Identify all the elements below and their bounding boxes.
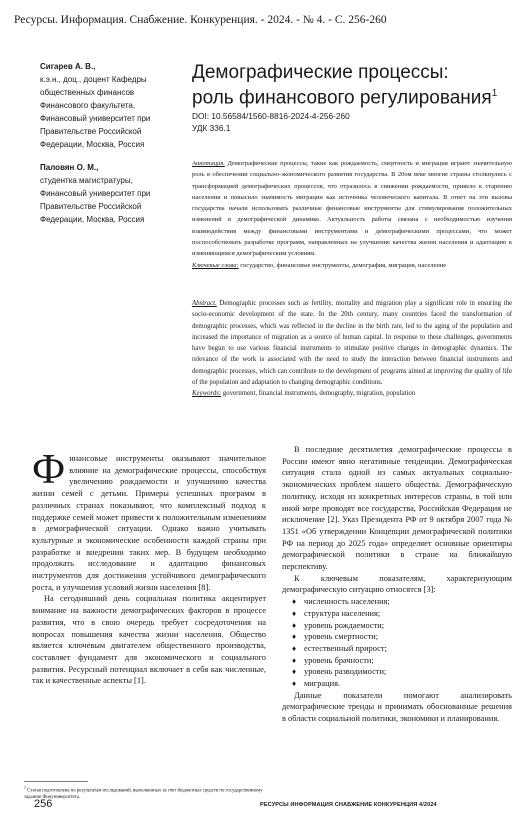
diamond-bullet-icon: ♦ [292, 632, 297, 642]
keywords-ru-text: государство, финансовые инструменты, демография, миграция, население [238, 261, 447, 269]
list-item-text: уровень рождаемости; [304, 620, 385, 630]
author-affiliation-line: Федерации, Москва, Россия [40, 215, 145, 224]
diamond-bullet-icon: ♦ [292, 667, 297, 677]
footnote-divider [24, 781, 88, 782]
list-item [292, 678, 512, 690]
author-affiliation-line: к.э.н., доц., доцент Кафедры [40, 75, 147, 84]
keywords-en-label: Keywords: [192, 390, 222, 398]
footnote-mark: 1 [24, 785, 26, 790]
title-line-2 [192, 83, 512, 108]
author-affiliation-line: Финансовый университет при [40, 114, 151, 123]
diamond-bullet-icon: ♦ [292, 643, 297, 653]
udc: УДК 336.1 [192, 123, 231, 133]
doi: DOI: 10.56584/1560-8816-2024-4-256-260 [192, 111, 350, 121]
author-1 [40, 60, 180, 151]
list-item [292, 643, 512, 655]
author-affiliation-line: Правительстве Российской [40, 202, 142, 211]
author-name: Паловян О. М., [40, 163, 99, 172]
abstract-english [192, 298, 512, 400]
keywords-en [192, 388, 512, 399]
keywords-ru-label: Ключевые слова: [192, 261, 239, 269]
author-affiliation-line: Финансового факультета, [40, 101, 136, 110]
title-line-1: Демографические процессы: [192, 62, 449, 83]
journal-footer: РЕСУРСЫ ИНФОРМАЦИЯ СНАБЖЕНИЕ КОНКУРЕНЦИЯ 4/2024 [260, 802, 437, 808]
list-item [292, 631, 512, 643]
list-item-text: численность населения; [304, 597, 390, 607]
body-paragraph: К ключевым показателям, характеризующим демографическую ситуацию относятся [3]: [282, 573, 512, 595]
drop-cap: Ф [32, 447, 66, 493]
diamond-bullet-icon: ♦ [292, 608, 297, 618]
body-paragraph: Данные показатели помогают анализировать демографические тренды и принимать обоснованные решения в области социальной политики, экономики и планирования. [282, 690, 512, 724]
diamond-bullet-icon: ♦ [292, 655, 297, 665]
abstract-en-paragraph [192, 298, 512, 388]
list-item-text: миграция. [304, 679, 341, 689]
list-item [292, 655, 512, 667]
diamond-bullet-icon: ♦ [292, 679, 297, 689]
list-item [292, 608, 512, 620]
author-name: Сигарев А. В., [40, 62, 96, 71]
keywords-ru [192, 260, 512, 271]
list-item-text: уровень разводимости; [304, 667, 387, 677]
abstract-en-label: Abstract. [192, 300, 217, 307]
abstract-en-text: Demographic processes such as fertility, mortality and migration play a significant role in ensuring the socio-economic development of the state. In the 20th century, many countries faced the transformation of demographic processes, which was reflected in the decline in the birth rate, led to the aging of the population and increased the importance of migration as a source of human capital. In response to these challenges, governments have begun to use various financial instruments to stimulate positive changes in demographic dynamics. The relevance of the work is associated with the need to study the interaction between financial instruments and demographic processes, which can contribute to the development of programs aimed at improving the quality of life of the population and adaptation to changing demographic conditions. [192, 300, 512, 387]
list-item-text: уровень брачности; [304, 655, 374, 665]
list-item [292, 620, 512, 632]
diamond-bullet-icon: ♦ [292, 597, 297, 607]
indicator-list [282, 596, 512, 690]
keywords-en-text: government, financial instruments, demography, migration, population [221, 390, 416, 398]
list-item [292, 596, 512, 608]
abstract-ru-paragraph [192, 158, 512, 260]
list-item-text: уровень смертности; [304, 632, 379, 642]
article-title [192, 62, 512, 108]
author-affiliation-line: Правительстве Российской [40, 127, 142, 136]
page-number: 256 [34, 798, 53, 810]
author-2 [40, 161, 180, 226]
footnote [24, 785, 264, 802]
author-affiliation-line: Финансовый университет при [40, 189, 151, 198]
abstract-ru-label: Аннотация. [192, 160, 225, 167]
body-paragraph [32, 447, 266, 593]
abstract-russian [192, 158, 512, 271]
doi-block [192, 110, 350, 134]
abstract-ru-text: Демографические процессы, такие как рождаемость, смертность и миграция играют значительную роль в обеспечении социально-экономического развития государства. В 20ом веке многие страны столкнулись с трансформацией демографических процессов, что отразилось в снижении рождаемости, привело к старению населения и повысило значимость миграции как источника человеческого капитала. В ответ на эти вызовы государства начали использовать различные финансовые инструменты для стимулирования положительных изменений в демографической динамике. Актуальность работы связана с необходимостью изучения взаимодействия между финансовыми инструментами и демографическими процессами, что может поспособствовать разработке программ, направленных на улучшение качества жизни населения и адаптацию к изменяющимся демографическим условиям. [192, 160, 512, 258]
list-item-text: структура населения; [304, 608, 381, 618]
list-item-text: естественный прирост; [304, 643, 387, 653]
running-head: Ресурсы. Информация. Снабжение. Конкуренция. - 2024. - № 4. - С. 256-260 [14, 14, 387, 26]
diamond-bullet-icon: ♦ [292, 620, 297, 630]
body-paragraph-text: инансовые инструменты оказывают значительное влияние на демографические процессы, способствуя увеличению рождаемости и улучшению качества жизни семей с детьми. Примеры успешных программ в различных странах показывают, что комплексный подход к поддержке семей может привести к положительным изменениям в демографической ситуации. Однако важно учитывать культурные и экономические особенности каждой страны при разработке и внедрении таких мер. В будущем необходимо продолжать исследование и адаптацию финансовых инструментов для достижения устойчивого демографического роста, и улучшения условий жизни населения [8]. [32, 454, 266, 592]
author-affiliation-line: студентка магистратуры, [40, 176, 133, 185]
body-paragraph: В последние десятилетия демографические процессы в России имеют явно негативные тенденции. Демографическая ситуация стала одной из самых актуальных социально-экономических проблем нашего общества. Демографическую политику, исходя из конкретных интересов страны, в той или иной мере проводят все государства, Российская Федерация не исключение [2]. Указ Президента РФ от 9 октября 2007 года № 1351 «Об утверждении Концепции демографической политики РФ на период до 2025 года» определяет основные ориентиры демографической политики в стране на ближайшую перспективу. [282, 445, 512, 572]
body-column-left [32, 447, 266, 687]
list-item [292, 666, 512, 678]
body-column-right [282, 444, 512, 725]
body-paragraph: На сегодняшний день социальная политика акцентирует внимание на важности демографических факторов в процессе развития, что в свою очередь требует сосредоточения на вопросах повышения качества жизни населения. Общество является ключевым двигателем общественного производства, составляет фундамент для экономического и социального развития. Ресурсный потенциал включает в себя как численные, так и качественные аспекты [1]. [32, 594, 266, 686]
title-line-2-text: роль финансового регулирования [192, 87, 492, 109]
title-footnote-mark: 1 [491, 88, 498, 99]
author-block [40, 60, 180, 236]
author-affiliation-line: Федерации, Москва, Россия [40, 140, 145, 149]
footnote-text: Статья подготовлена по результатам исследований, выполненных за счет бюджетных средств по государственному заданию Финуниверситета. [24, 788, 263, 801]
author-affiliation-line: общественных финансов [40, 88, 135, 97]
